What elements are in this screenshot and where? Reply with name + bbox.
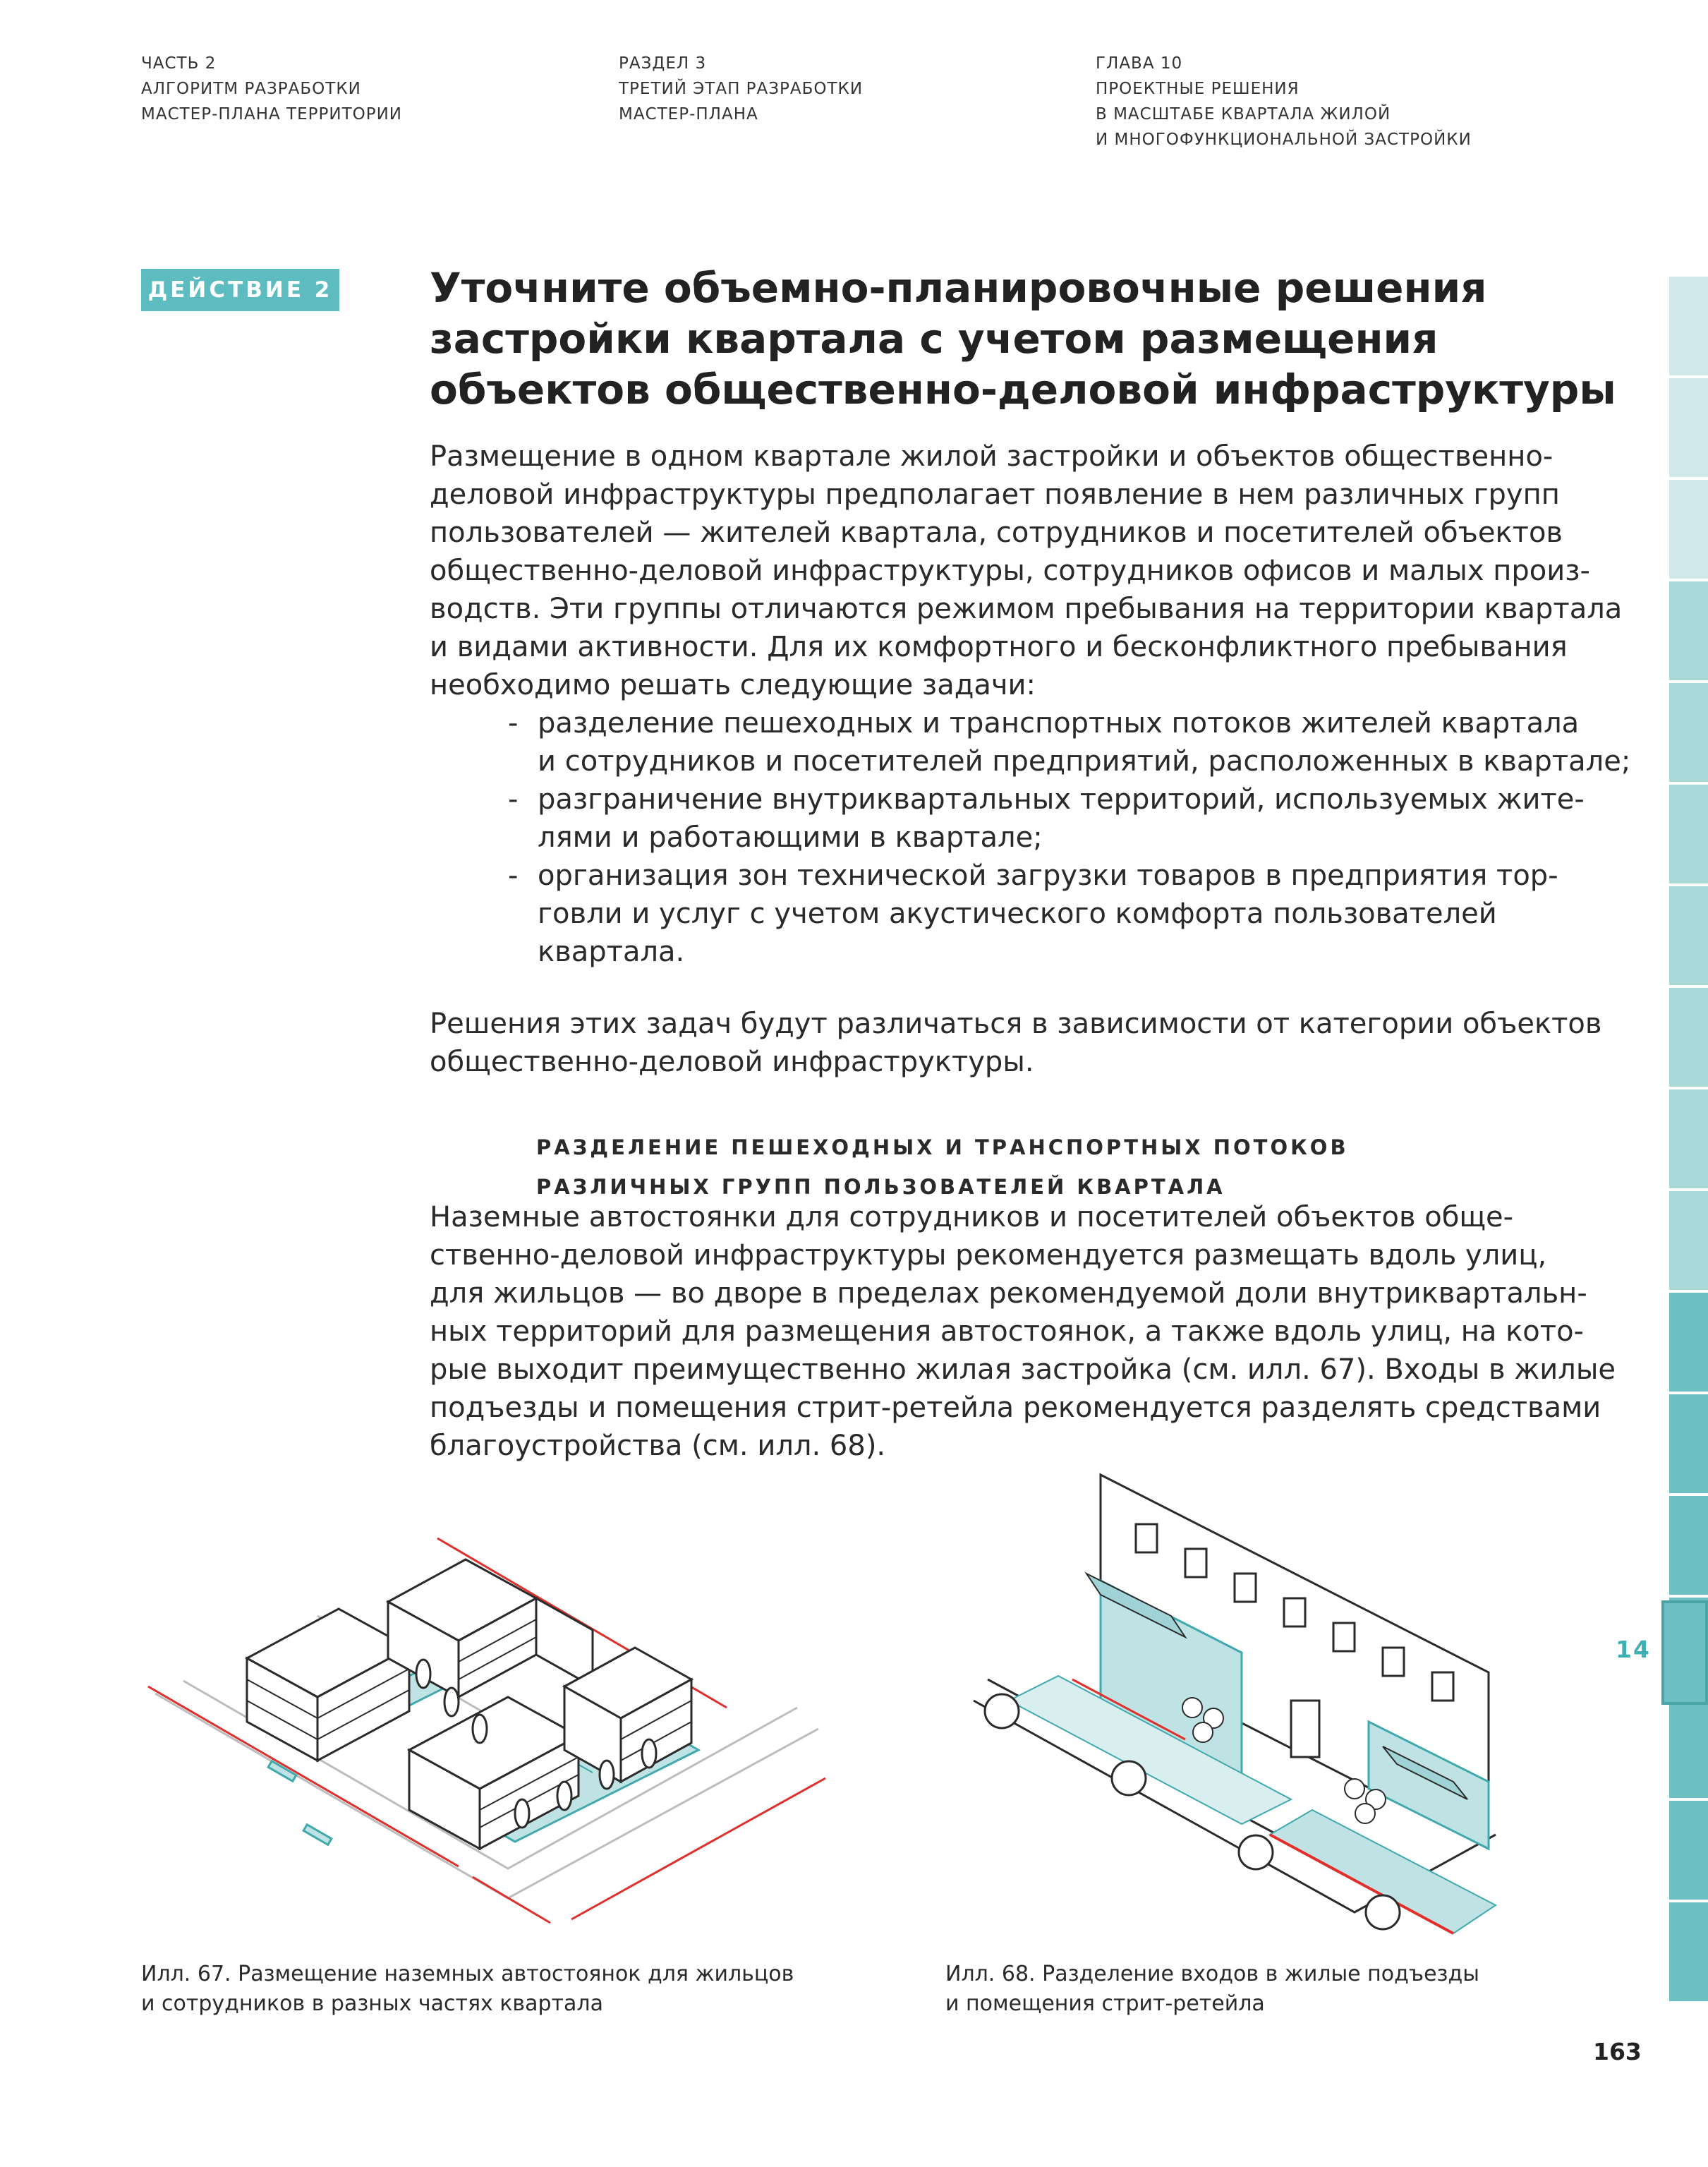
chapter-tab[interactable] bbox=[1669, 988, 1708, 1087]
header-section bbox=[619, 51, 863, 127]
header-part bbox=[141, 51, 402, 127]
text-line: необходимо решать следующие задачи: bbox=[430, 669, 1036, 701]
header-chapter-line: В МАСШТАБЕ КВАРТАЛА ЖИЛОЙ bbox=[1096, 105, 1391, 123]
caption-line: Илл. 68. Разделение входов в жилые подъезды bbox=[945, 1962, 1479, 1986]
text-line: деловой инфраструктуры предполагает появление в нем различных групп bbox=[430, 478, 1560, 511]
text-line: лями и работающими в квартале; bbox=[538, 821, 1043, 854]
text-line: квартала. bbox=[538, 936, 685, 968]
subheading-line: РАЗДЕЛЕНИЕ ПЕШЕХОДНЫХ И ТРАНСПОРТНЫХ ПОТОКОВ bbox=[536, 1135, 1349, 1159]
header-part-line: АЛГОРИТМ РАЗРАБОТКИ bbox=[141, 80, 361, 98]
caption-line: и сотрудников в разных частях квартала bbox=[141, 1991, 603, 2016]
chapter-tab[interactable] bbox=[1669, 1394, 1708, 1493]
chapter-tab[interactable] bbox=[1669, 1293, 1708, 1392]
header-part-line: ЧАСТЬ 2 bbox=[141, 54, 217, 73]
text-line: Наземные автостоянки для сотрудников и посетителей объектов обще- bbox=[430, 1201, 1514, 1233]
chapter-tab[interactable] bbox=[1669, 581, 1708, 680]
text-line: рые выходит преимущественно жилая застройка (см. илл. 67). Входы в жилые bbox=[430, 1353, 1616, 1386]
page-title bbox=[430, 262, 1616, 415]
text-line: общественно-деловой инфраструктуры, сотрудников офисов и малых произ- bbox=[430, 555, 1590, 587]
chapter-number: 14 bbox=[1616, 1636, 1651, 1663]
text-line: говли и услуг с учетом акустического комфорта пользователей bbox=[538, 898, 1497, 930]
text-line: благоустройства (см. илл. 68). bbox=[430, 1430, 886, 1462]
header-chapter-line: ПРОЕКТНЫЕ РЕШЕНИЯ bbox=[1096, 80, 1300, 98]
parking-paragraph bbox=[430, 1198, 1616, 1465]
list-item bbox=[508, 780, 1630, 857]
title-line: застройки квартала с учетом размещения bbox=[430, 315, 1439, 363]
chapter-tab[interactable] bbox=[1669, 277, 1708, 375]
intro-paragraph bbox=[430, 437, 1622, 704]
action-badge: ДЕЙСТВИЕ 2 bbox=[141, 269, 339, 311]
illustration-68 bbox=[959, 1468, 1566, 1940]
page-number: 163 bbox=[1593, 2038, 1642, 2065]
chapter-tab[interactable] bbox=[1669, 1089, 1708, 1188]
caption-ill67 bbox=[141, 1960, 794, 2019]
text-line: подъезды и помещения стрит-ретейла рекомендуется разделять средствами bbox=[430, 1392, 1601, 1424]
text-line: пользователей — жителей квартала, сотрудников и посетителей объектов bbox=[430, 517, 1563, 549]
text-line: Решения этих задач будут различаться в зависимости от категории объектов bbox=[430, 1008, 1602, 1040]
illustration-67 bbox=[141, 1517, 832, 1940]
text-line: и видами активности. Для их комфортного и бесконфликтного пребывания bbox=[430, 631, 1568, 663]
chapter-tab[interactable] bbox=[1669, 1496, 1708, 1595]
task-list bbox=[508, 704, 1630, 971]
caption-ill68 bbox=[945, 1960, 1479, 2019]
solutions-paragraph bbox=[430, 1005, 1601, 1081]
chapter-tab[interactable] bbox=[1669, 378, 1708, 477]
chapter-tab[interactable] bbox=[1669, 886, 1708, 985]
chapter-tab[interactable] bbox=[1669, 785, 1708, 883]
active-chapter-tab[interactable] bbox=[1661, 1600, 1708, 1705]
title-line: объектов общественно-деловой инфраструктуры bbox=[430, 366, 1616, 414]
chapter-tab[interactable] bbox=[1669, 480, 1708, 579]
title-line: Уточните объемно-планировочные решения bbox=[430, 264, 1487, 312]
header-chapter bbox=[1096, 51, 1472, 152]
header-chapter-line: И МНОГОФУНКЦИОНАЛЬНОЙ ЗАСТРОЙКИ bbox=[1096, 131, 1472, 149]
text-line: ственно-деловой инфраструктуры рекомендуется размещать вдоль улиц, bbox=[430, 1239, 1547, 1272]
caption-line: Илл. 67. Размещение наземных автостоянок для жильцов bbox=[141, 1962, 794, 1986]
bullet-dash: - bbox=[508, 707, 519, 740]
header-part-line: МАСТЕР-ПЛАНА ТЕРРИТОРИИ bbox=[141, 105, 403, 123]
text-line: для жильцов — во дворе в пределах рекомендуемой доли внутриквартальн- bbox=[430, 1277, 1587, 1310]
bullet-dash: - bbox=[508, 859, 519, 892]
header-chapter-line: ГЛАВА 10 bbox=[1096, 54, 1183, 73]
text-line: Размещение в одном квартале жилой застройки и объектов общественно- bbox=[430, 440, 1553, 473]
text-line: ных территорий для размещения автостоянок, а также вдоль улиц, на кото- bbox=[430, 1315, 1584, 1348]
caption-line: и помещения стрит-ретейла bbox=[945, 1991, 1265, 2016]
header-section-line: ТРЕТИЙ ЭТАП РАЗРАБОТКИ bbox=[619, 80, 864, 98]
text-line: разграничение внутриквартальных территорий, используемых жите- bbox=[538, 783, 1585, 816]
section-subheading bbox=[536, 1128, 1349, 1207]
text-line: разделение пешеходных и транспортных потоков жителей квартала bbox=[538, 707, 1580, 740]
chapter-tab[interactable] bbox=[1669, 1191, 1708, 1290]
chapter-tab[interactable] bbox=[1669, 1801, 1708, 1900]
chapter-tab[interactable] bbox=[1669, 683, 1708, 782]
list-item bbox=[508, 857, 1630, 971]
text-line: и сотрудников и посетителей предприятий, расположенных в квартале; bbox=[538, 745, 1631, 778]
text-line: водств. Эти группы отличаются режимом пребывания на территории квартала bbox=[430, 593, 1623, 625]
text-line: общественно-деловой инфраструктуры. bbox=[430, 1046, 1034, 1078]
header-section-line: РАЗДЕЛ 3 bbox=[619, 54, 707, 73]
list-item bbox=[508, 704, 1630, 780]
bullet-dash: - bbox=[508, 783, 519, 816]
subheading-line: РАЗЛИЧНЫХ ГРУПП ПОЛЬЗОВАТЕЛЕЙ КВАРТАЛА bbox=[536, 1175, 1225, 1199]
text-line: организация зон технической загрузки товаров в предприятия тор- bbox=[538, 859, 1558, 892]
chapter-tab[interactable] bbox=[1669, 1699, 1708, 1798]
chapter-tab[interactable] bbox=[1669, 1902, 1708, 2001]
header-section-line: МАСТЕР-ПЛАНА bbox=[619, 105, 758, 123]
